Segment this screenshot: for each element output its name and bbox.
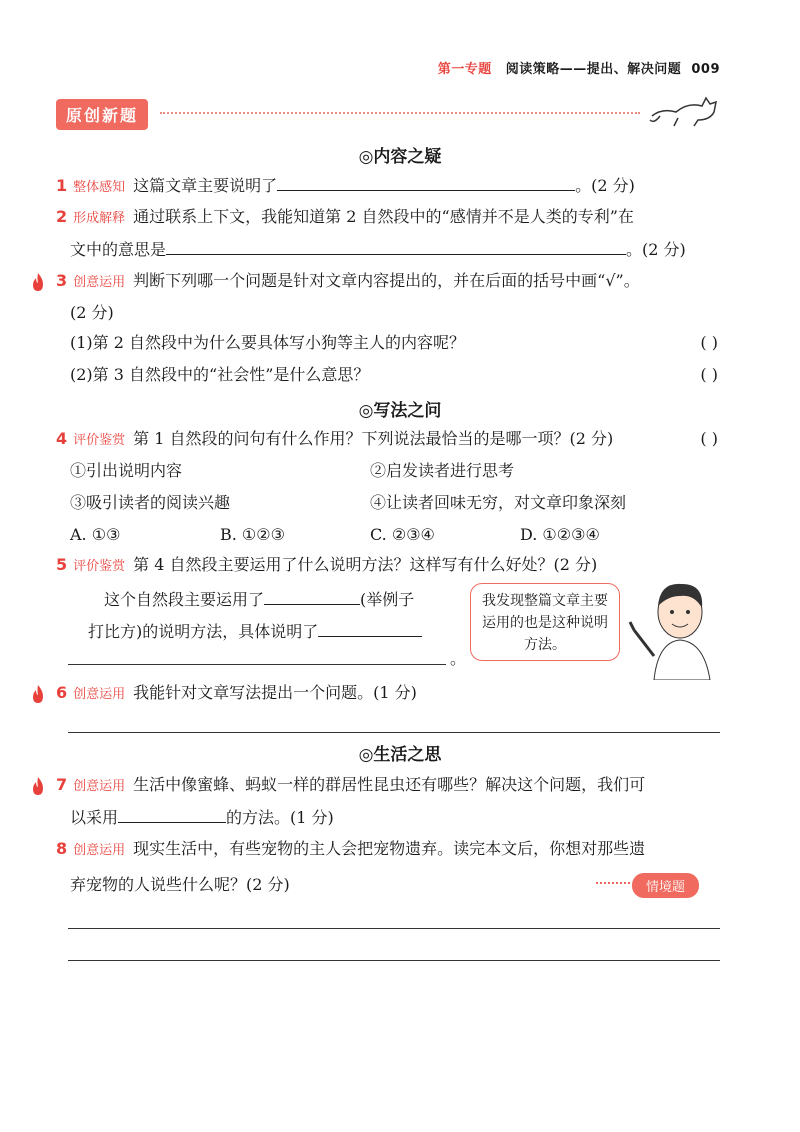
choice-4: ④让读者回味无穷，对文章印象深刻	[370, 493, 627, 512]
speech-bubble: 我发现整篇文章主要运用的也是这种说明方法。	[470, 583, 620, 661]
question-score: (2 分)	[70, 303, 114, 322]
section-title-writing: ◎写法之问	[358, 401, 442, 421]
question-text: 现实生活中，有些宠物的主人会把宠物遗弃。读完本文后，你想对那些遗	[133, 839, 646, 858]
question-text: 通过联系上下文，我能知道第 2 自然段中的“感情并不是人类的专利”在	[133, 207, 634, 226]
flame-icon	[30, 684, 46, 704]
answer-blank[interactable]	[166, 234, 626, 255]
question-text-2b: 的方法。(1 分)	[226, 808, 334, 827]
question-6	[56, 678, 720, 710]
flame-icon	[30, 272, 46, 292]
question-number: 6	[56, 683, 68, 702]
question-5	[56, 550, 720, 582]
q5-text-b: (举例子	[360, 590, 415, 609]
question-end: 。(2 分)	[575, 176, 635, 195]
question-4	[56, 424, 720, 456]
pill-dots	[596, 882, 630, 884]
question-number: 2	[56, 207, 68, 226]
answer-paren-2[interactable]: ( )	[700, 365, 718, 384]
question-tag: 创意运用	[73, 779, 126, 794]
choice-2: ②启发读者进行思考	[370, 461, 515, 480]
question-7	[56, 770, 720, 833]
choice-3: ③吸引读者的阅读兴趣	[70, 493, 231, 512]
question-number: 3	[56, 271, 68, 290]
question-tag: 创意运用	[73, 843, 126, 858]
question-text: 这篇文章主要说明了	[133, 176, 278, 195]
question-text: 判断下列哪一个问题是针对文章内容提出的，并在后面的括号中画“√”。	[133, 271, 640, 290]
page-number: 009	[691, 62, 720, 77]
section-title-life: ◎生活之思	[358, 745, 442, 765]
question-text: 第 1 自然段的问句有什么作用？下列说法最恰当的是哪一项？(2 分)	[133, 429, 614, 448]
answer-line[interactable]	[68, 732, 720, 733]
question-text-2a: 以采用	[70, 808, 119, 827]
flame-icon	[30, 776, 46, 796]
question-text: 我能针对文章写法提出一个问题。(1 分)	[133, 683, 417, 702]
answer-paren-1[interactable]: ( )	[700, 333, 718, 352]
option-b[interactable]: B. ①②③	[220, 525, 285, 544]
question-number: 4	[56, 429, 68, 448]
question-tag: 创意运用	[73, 687, 126, 702]
choice-1: ①引出说明内容	[70, 461, 183, 480]
answer-blank[interactable]	[318, 616, 422, 637]
question-3	[56, 266, 720, 328]
badge-divider	[160, 112, 640, 114]
q5-text-c: 打比方)的说明方法，具体说明了	[88, 622, 319, 641]
boy-illustration-icon	[624, 576, 720, 680]
question-tag: 形成解释	[73, 211, 126, 226]
option-1: (1)第 2 自然段中为什么要具体写小狗等主人的内容呢？	[70, 333, 466, 352]
q5-line-2	[88, 616, 468, 647]
q5-end: 。	[450, 649, 467, 668]
scenario-pill: 情境题	[632, 873, 699, 898]
question-8	[56, 834, 720, 904]
answer-blank[interactable]	[277, 170, 575, 191]
question-text: 生活中像蜜蜂、蚂蚁一样的群居性昆虫还有哪些？解决这个问题，我们可	[133, 775, 646, 794]
q5-text-a: 这个自然段主要运用了	[104, 590, 265, 609]
header-title: 阅读策略——提出、解决问题	[505, 62, 682, 77]
question-text: 第 4 自然段主要运用了什么说明方法？这样写有什么好处？(2 分)	[133, 555, 598, 574]
question-1	[56, 170, 720, 203]
section-title-content: ◎内容之疑	[358, 147, 442, 167]
question-tag: 创意运用	[73, 275, 126, 290]
header-special: 第一专题	[437, 62, 492, 77]
answer-line[interactable]	[68, 928, 720, 929]
question-number: 7	[56, 775, 68, 794]
question-tag: 评价鉴赏	[73, 433, 126, 448]
question-2	[56, 202, 720, 265]
answer-blank[interactable]	[118, 802, 226, 823]
original-badge: 原创新题	[56, 99, 148, 130]
option-c[interactable]: C. ②③④	[370, 525, 435, 544]
q5-line-1	[104, 584, 464, 615]
question-number: 1	[56, 176, 68, 195]
answer-line[interactable]	[68, 664, 446, 665]
question-number: 5	[56, 555, 68, 574]
question-end: 。(2 分)	[626, 240, 686, 259]
question-tag: 整体感知	[73, 180, 126, 195]
option-d[interactable]: D. ①②③④	[520, 525, 600, 544]
question-text-2: 文中的意思是	[70, 240, 167, 259]
answer-line[interactable]	[68, 960, 720, 961]
answer-paren-4[interactable]: ( )	[700, 429, 718, 448]
option-a[interactable]: A. ①③	[70, 525, 121, 544]
question-text-2: 弃宠物的人说些什么呢？(2 分)	[70, 875, 290, 894]
cat-icon	[648, 90, 720, 130]
question-number: 8	[56, 839, 68, 858]
page-header	[438, 58, 720, 77]
question-tag: 评价鉴赏	[73, 559, 126, 574]
answer-blank[interactable]	[264, 584, 360, 605]
option-2: (2)第 3 自然段中的“社会性”是什么意思？	[70, 365, 370, 384]
